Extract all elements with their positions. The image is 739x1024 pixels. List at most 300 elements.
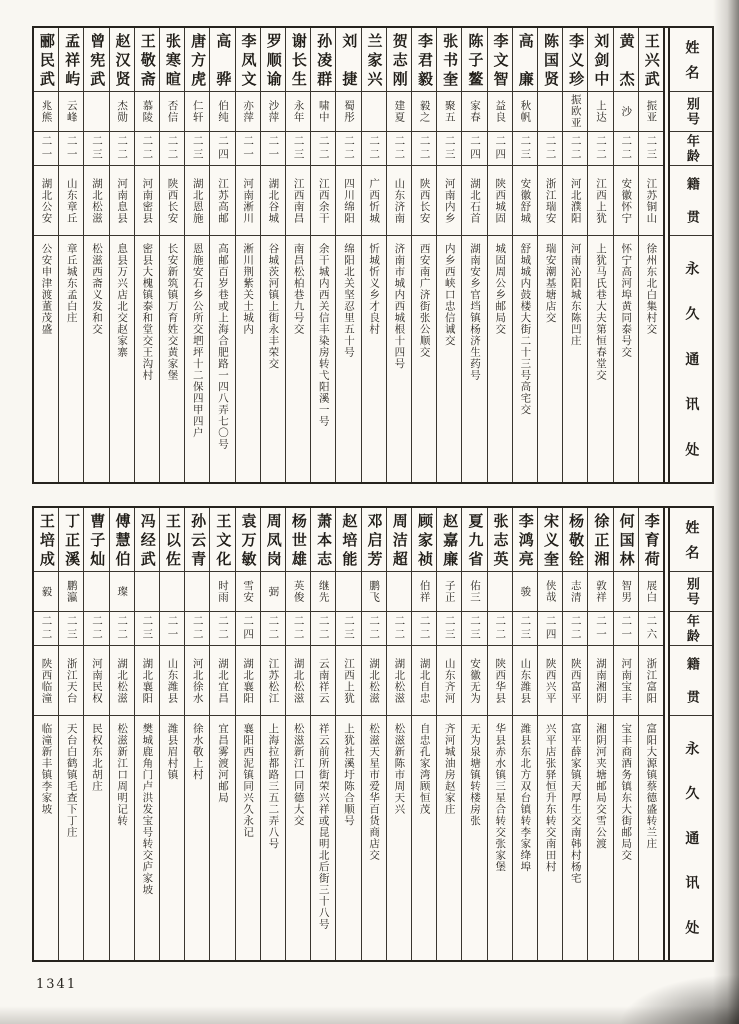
person-alias: 伯祥 — [418, 580, 431, 603]
alias-cell — [336, 572, 360, 612]
person-address: 怀宁高河埠黄同泰号交 — [620, 243, 633, 358]
native-place-cell — [639, 646, 663, 716]
person-address: 樊城鹿角门卢洪发宝号转交庐家坡 — [141, 723, 154, 896]
alias-cell — [336, 92, 360, 132]
person-address: 民权东北胡庄 — [90, 723, 103, 792]
age-cell — [412, 612, 436, 646]
alias-cell — [387, 92, 411, 132]
person-address: 松滋新江口周明记转 — [116, 723, 129, 827]
person-name: 赵汉贤 — [113, 33, 132, 86]
header-age-cell — [670, 132, 712, 166]
person-name: 高廉 — [516, 33, 535, 86]
person-address: 忻城忻义乡才良村 — [368, 243, 381, 335]
person-age: 二二 — [418, 615, 431, 642]
name-cell — [34, 28, 58, 92]
person-native-place: 江西南昌 — [292, 177, 305, 224]
alias-cell — [59, 572, 83, 612]
person-name: 谢长生 — [289, 33, 308, 86]
person-native-place: 山东潍县 — [519, 657, 532, 704]
age-cell — [160, 132, 184, 166]
person-age: 二二 — [317, 135, 330, 162]
age-cell — [488, 132, 512, 166]
alias-cell — [563, 92, 587, 132]
age-cell — [639, 612, 663, 646]
address-cell — [588, 236, 612, 482]
person-address: 松滋西斋义发和交 — [90, 243, 103, 335]
roster-table — [32, 26, 714, 962]
person-native-place: 陕西长安 — [166, 177, 179, 224]
header-column — [668, 28, 712, 482]
alias-cell — [84, 572, 108, 612]
age-cell — [488, 612, 512, 646]
person-column — [184, 508, 209, 960]
name-cell — [84, 28, 108, 92]
name-cell — [286, 508, 310, 572]
person-columns-bottom — [34, 508, 665, 960]
alias-cell — [236, 92, 260, 132]
person-alias: 伯纯 — [216, 100, 229, 123]
alias-cell — [639, 572, 663, 612]
header-name-label: 姓名 — [683, 520, 700, 559]
person-age: 二二 — [494, 615, 507, 642]
address-cell — [614, 716, 638, 960]
name-cell — [488, 28, 512, 92]
native-place-cell — [488, 166, 512, 236]
age-cell — [336, 132, 360, 166]
person-column — [613, 28, 638, 482]
person-name: 杨世雄 — [289, 513, 308, 566]
person-column — [436, 28, 461, 482]
age-cell — [236, 132, 260, 166]
person-address: 高邮百岁巷或上海合肥路一四八弄七〇号 — [216, 243, 229, 450]
age-cell — [538, 132, 562, 166]
alias-cell — [387, 572, 411, 612]
alias-cell — [110, 572, 134, 612]
alias-cell — [261, 572, 285, 612]
native-place-cell — [261, 166, 285, 236]
alias-cell — [160, 572, 184, 612]
person-address: 松滋新陈市周天兴 — [393, 723, 406, 815]
person-age: 二二 — [166, 135, 179, 162]
name-cell — [261, 508, 285, 572]
address-cell — [538, 236, 562, 482]
address-cell — [261, 236, 285, 482]
name-cell — [311, 28, 335, 92]
native-place-cell — [311, 646, 335, 716]
address-cell — [563, 716, 587, 960]
person-name: 罗顺谕 — [264, 33, 283, 86]
person-name: 贺志刚 — [390, 33, 409, 86]
address-cell — [488, 716, 512, 960]
alias-cell — [614, 92, 638, 132]
person-alias: 雪安 — [242, 580, 255, 603]
native-place-cell — [462, 646, 486, 716]
name-cell — [538, 508, 562, 572]
person-native-place: 湖北松滋 — [90, 177, 103, 224]
person-column — [83, 508, 108, 960]
person-alias: 英俊 — [292, 580, 305, 603]
native-place-cell — [160, 166, 184, 236]
person-age: 二一 — [65, 135, 78, 162]
header-native-label: 籍贯 — [683, 657, 699, 704]
name-cell — [513, 508, 537, 572]
person-age: 二一 — [166, 615, 179, 642]
person-native-place: 湖南湘阴 — [595, 657, 607, 704]
person-address: 绵阳北关坚忍里五十号 — [342, 243, 355, 358]
person-native-place: 陕西临潼 — [40, 657, 53, 704]
native-place-cell — [614, 166, 638, 236]
native-place-cell — [588, 646, 612, 716]
person-address: 天台白鹤镇毛查下丁庄 — [65, 723, 78, 838]
page-number: 1341 — [36, 977, 78, 992]
native-place-cell — [412, 166, 436, 236]
native-place-cell — [185, 166, 209, 236]
native-place-cell — [34, 166, 58, 236]
name-cell — [336, 508, 360, 572]
person-native-place: 陕西兴平 — [544, 657, 557, 704]
person-address: 华县赤水镇三星合转交张家堡 — [494, 723, 507, 873]
person-age: 二四 — [494, 135, 507, 162]
header-name-cell — [670, 28, 712, 92]
person-column — [109, 28, 134, 482]
native-place-cell — [437, 166, 461, 236]
native-place-cell — [563, 166, 587, 236]
native-place-cell — [110, 166, 134, 236]
person-address: 谷城茨河镇上街永丰荣交 — [267, 243, 280, 370]
person-age: 二二 — [40, 615, 53, 642]
age-cell — [387, 612, 411, 646]
person-native-place: 浙江天台 — [65, 657, 78, 704]
person-alias: 上达 — [595, 100, 607, 123]
person-address: 临潼新丰镇李家坡 — [40, 723, 53, 815]
person-address: 上犹社溪圩陈合顺号 — [342, 723, 355, 827]
alias-cell — [210, 572, 234, 612]
name-cell — [588, 508, 612, 572]
roster-bottom-half — [32, 506, 714, 962]
age-cell — [34, 612, 58, 646]
alias-cell — [110, 92, 134, 132]
age-cell — [311, 612, 335, 646]
person-native-place: 湖北公安 — [40, 177, 53, 224]
native-place-cell — [362, 646, 386, 716]
address-cell — [210, 716, 234, 960]
person-age: 二二 — [317, 615, 330, 642]
person-alias: 毅之 — [418, 100, 431, 123]
roster-top-half — [32, 26, 714, 484]
address-cell — [84, 716, 108, 960]
name-cell — [185, 508, 209, 572]
person-alias: 毅 — [40, 585, 53, 598]
person-alias: 聚五 — [443, 100, 456, 123]
name-cell — [437, 508, 461, 572]
person-native-place: 湖北自忠 — [418, 657, 431, 704]
person-native-place: 湖北松滋 — [368, 657, 381, 704]
person-address: 襄阳西泥镇同兴久永记 — [242, 723, 255, 838]
person-native-place: 河南民权 — [90, 657, 103, 704]
person-alias: 否信 — [166, 100, 179, 123]
person-name: 兰家兴 — [365, 33, 384, 86]
alias-cell — [538, 92, 562, 132]
person-native-place: 安徽怀宁 — [620, 177, 633, 224]
person-age: 二三 — [443, 135, 456, 162]
person-native-place: 江苏松江 — [267, 657, 280, 704]
address-cell — [185, 236, 209, 482]
person-name: 王敬斋 — [138, 33, 157, 86]
person-address: 松滋天星市爱华百货商店交 — [368, 723, 381, 861]
person-address: 河南沁阳城东陈凹庄 — [569, 243, 582, 347]
person-address: 上犹马氏巷大夫第恒春堂交 — [595, 243, 607, 381]
age-cell — [59, 612, 83, 646]
address-cell — [59, 716, 83, 960]
person-column — [587, 508, 612, 960]
person-age: 二二 — [191, 615, 204, 642]
person-address: 恩施安石乡公所交垇坪十二保四甲四户 — [191, 243, 204, 439]
alias-cell — [462, 92, 486, 132]
person-native-place: 河南内乡 — [443, 177, 456, 224]
person-address: 富阳大源镇蔡德盛转兰庄 — [645, 723, 658, 850]
name-cell — [563, 508, 587, 572]
age-cell — [210, 132, 234, 166]
alias-cell — [84, 92, 108, 132]
person-column — [109, 508, 134, 960]
person-columns-top — [34, 28, 665, 482]
person-age: 二二 — [141, 135, 154, 162]
name-cell — [135, 508, 159, 572]
person-column — [209, 508, 234, 960]
alias-cell — [286, 572, 310, 612]
alias-cell — [488, 92, 512, 132]
person-name: 萧本志 — [315, 513, 334, 566]
person-name: 夏九省 — [466, 513, 485, 566]
person-age: 二三 — [468, 615, 481, 642]
address-cell — [110, 716, 134, 960]
native-place-cell — [488, 646, 512, 716]
person-name: 杨敬铨 — [567, 513, 586, 566]
age-cell — [639, 132, 663, 166]
name-cell — [59, 28, 83, 92]
address-cell — [336, 716, 360, 960]
person-name: 李鸿亮 — [516, 513, 535, 566]
address-cell — [387, 236, 411, 482]
person-alias: 骏 — [519, 585, 532, 598]
address-cell — [488, 236, 512, 482]
address-cell — [286, 716, 310, 960]
person-age: 二四 — [468, 135, 481, 162]
person-alias: 继先 — [317, 580, 330, 603]
name-cell — [614, 508, 638, 572]
age-cell — [336, 612, 360, 646]
alias-cell — [210, 92, 234, 132]
person-alias: 仁轩 — [191, 100, 204, 123]
name-cell — [59, 508, 83, 572]
person-native-place: 四川绵阳 — [342, 177, 355, 224]
person-alias: 佑三 — [468, 580, 481, 603]
native-place-cell — [236, 166, 260, 236]
age-cell — [588, 132, 612, 166]
person-address: 兴平店张驿恒升东转交南田村 — [544, 723, 557, 873]
person-alias: 永年 — [292, 100, 305, 123]
address-cell — [614, 236, 638, 482]
header-native-cell — [670, 166, 712, 236]
person-name: 陈子鳌 — [466, 33, 485, 86]
address-cell — [311, 236, 335, 482]
native-place-cell — [236, 646, 260, 716]
person-column — [235, 508, 260, 960]
person-age: 二二 — [342, 135, 355, 162]
person-name: 郦民武 — [37, 33, 56, 86]
age-cell — [135, 132, 159, 166]
native-place-cell — [110, 646, 134, 716]
address-cell — [462, 236, 486, 482]
native-place-cell — [135, 166, 159, 236]
person-column — [260, 508, 285, 960]
person-native-place: 湖北松滋 — [116, 657, 129, 704]
person-age: 二一 — [40, 135, 53, 162]
age-cell — [84, 612, 108, 646]
alias-cell — [437, 92, 461, 132]
person-age: 二三 — [519, 615, 532, 642]
person-column — [537, 508, 562, 960]
age-cell — [261, 132, 285, 166]
person-column — [638, 508, 663, 960]
person-age: 二二 — [267, 615, 280, 642]
name-cell — [387, 28, 411, 92]
native-place-cell — [563, 646, 587, 716]
person-name: 顾家祯 — [415, 513, 434, 566]
alias-cell — [185, 572, 209, 612]
person-name: 赵培能 — [340, 513, 359, 566]
person-column — [411, 508, 436, 960]
native-place-cell — [387, 166, 411, 236]
name-cell — [160, 508, 184, 572]
person-native-place: 江西余干 — [317, 177, 330, 224]
address-cell — [59, 236, 83, 482]
person-age: 二四 — [216, 135, 229, 162]
alias-cell — [261, 92, 285, 132]
native-place-cell — [513, 646, 537, 716]
person-native-place: 山东章丘 — [65, 177, 78, 224]
age-cell — [110, 132, 134, 166]
age-cell — [160, 612, 184, 646]
native-place-cell — [311, 166, 335, 236]
age-cell — [462, 612, 486, 646]
person-address: 徐州东北白集村交 — [645, 243, 658, 335]
person-alias: 兆熊 — [40, 100, 53, 123]
age-cell — [513, 132, 537, 166]
address-cell — [135, 716, 159, 960]
age-cell — [286, 612, 310, 646]
person-column — [361, 28, 386, 482]
person-address: 息县万兴店北交赵家寨 — [116, 243, 129, 358]
native-place-cell — [135, 646, 159, 716]
person-alias: 啸中 — [317, 100, 330, 123]
name-cell — [110, 28, 134, 92]
age-cell — [34, 132, 58, 166]
person-column — [512, 508, 537, 960]
scan-edge-right — [713, 0, 739, 1024]
person-age: 二二 — [595, 135, 607, 162]
name-cell — [437, 28, 461, 92]
person-age: 二三 — [443, 615, 456, 642]
native-place-cell — [84, 646, 108, 716]
name-cell — [412, 28, 436, 92]
person-address: 潍县眉村镇 — [166, 723, 179, 781]
person-address: 公安申津渡董茂盛 — [40, 243, 53, 335]
person-native-place: 河南宝丰 — [620, 657, 633, 704]
address-cell — [639, 236, 663, 482]
person-native-place: 陕西长安 — [418, 177, 431, 224]
person-name: 王以佐 — [163, 513, 182, 566]
address-cell — [84, 236, 108, 482]
person-native-place: 湖北松滋 — [393, 657, 406, 704]
alias-cell — [135, 572, 159, 612]
person-age: 二二 — [544, 135, 557, 162]
person-name: 张寒暄 — [163, 33, 182, 86]
person-alias: 鹏瀛 — [65, 580, 78, 603]
header-column — [668, 508, 712, 960]
person-name: 孙云青 — [189, 513, 208, 566]
alias-cell — [34, 572, 58, 612]
age-cell — [362, 132, 386, 166]
alias-cell — [563, 572, 587, 612]
name-cell — [160, 28, 184, 92]
name-cell — [614, 28, 638, 92]
name-cell — [588, 28, 612, 92]
person-alias: 秋帆 — [519, 100, 532, 123]
address-cell — [286, 236, 310, 482]
name-cell — [236, 28, 260, 92]
age-cell — [185, 132, 209, 166]
age-cell — [110, 612, 134, 646]
address-cell — [513, 236, 537, 482]
person-address: 湘阴河夹塘邮局交雪公渡 — [595, 723, 607, 850]
alias-cell — [488, 572, 512, 612]
person-age: 二四 — [544, 615, 557, 642]
person-column — [562, 28, 587, 482]
person-name: 李育荷 — [642, 513, 661, 566]
person-age: 二一 — [267, 135, 280, 162]
address-cell — [34, 716, 58, 960]
native-place-cell — [412, 646, 436, 716]
person-age: 二二 — [368, 615, 381, 642]
name-cell — [513, 28, 537, 92]
alias-cell — [185, 92, 209, 132]
person-alias: 沙萍 — [267, 100, 280, 123]
person-address: 齐河城油房赵家庄 — [443, 723, 456, 815]
native-place-cell — [588, 166, 612, 236]
header-address-cell — [670, 236, 712, 482]
name-cell — [412, 508, 436, 572]
person-native-place: 山东潍县 — [166, 657, 179, 704]
person-age: 二一 — [242, 135, 255, 162]
person-age: 二四 — [242, 615, 255, 642]
name-cell — [336, 28, 360, 92]
scan-edge-corner — [619, 974, 739, 1024]
header-age-cell — [670, 612, 712, 646]
person-column — [34, 28, 58, 482]
person-address: 密县大槐镇泰和堂交王沟村 — [141, 243, 154, 381]
native-place-cell — [160, 646, 184, 716]
person-column — [613, 508, 638, 960]
person-name: 王兴武 — [642, 33, 661, 86]
address-cell — [261, 716, 285, 960]
age-cell — [261, 612, 285, 646]
person-name: 宋义奎 — [541, 513, 560, 566]
name-cell — [563, 28, 587, 92]
person-native-place: 湖北襄阳 — [242, 657, 255, 704]
age-cell — [462, 132, 486, 166]
person-address: 内乡西峡口忠信诚交 — [443, 243, 456, 347]
